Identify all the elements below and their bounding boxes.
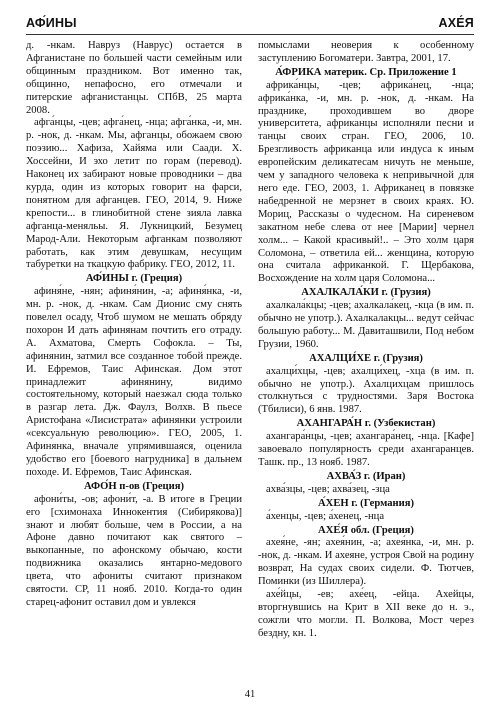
entry-paragraph: помыслами неоверия к особенному заступлению Богоматери. Завтра, 2001, 17. — [258, 40, 474, 64]
entry-paragraph: ахея́не, -ян; ахея́нин, -а; ахея́нка, -и, мн. р. -нок, д. -нкам. И ахеяне, устроя Свой на родину возврат, На судах своих сидели. Ф. Тютчев, Поминки (из Шиллера). — [258, 537, 474, 588]
headword-afon: АФО́Н п-ов (Греция) — [83, 480, 185, 492]
entry-paragraph: д. -нкам. Навруз (Наврус) остается в Афганистане по большей части семейным или общинным праздником. Вот именно так, общинно, непафосно, его отмечали и питерские афганистанцы. СПбВ, 25 марта 2008. — [26, 40, 242, 116]
headword-afiny: АФ́ИНЫ г. (Греция) — [85, 273, 183, 285]
entry-paragraph: ахалкала́кцы; -цев; ахалкала́кец, -кца (в им. п. обычно не употр.). Ахалкалакцы... ведут сейчас большую работу... М. Давиташвили, Под небом Грузии, 1960. — [258, 300, 475, 350]
left-column — [26, 40, 242, 610]
right-column — [258, 40, 474, 641]
entry-paragraph: ахангара́нцы, -цев; ахангара́нец, -нца. [Кафе] завоевало популярность среди ахангаранцев. Ташк. пр., 13 нояб. 1987. — [258, 431, 474, 468]
headword-akhen: А́ХЕН г. (Германия) — [318, 497, 414, 509]
entry-paragraph: ахалци́хцы, -цев; ахалци́хец, -хца (в им. п. обычно не употр.). Ахалцихцам пришлось столкнуться с трудностями. Заря Востока (Тбилиси), 6 янв. 1987. — [258, 365, 474, 416]
entry-paragraph: а́хенцы, -цев; а́хенец, -нца — [266, 510, 385, 522]
entry-paragraph: африка́нцы, -цев; африка́нец, -нца; африка́нка, -и, мн. р. -нок, д. -нкам. На празднике, проходившем во дворе университета, африканцы исполняли песни и танцы своих стран. ГЕО, 2006, 10. Брезгливость африканца или индуса к иным европейским деликатесам ничуть не меньше, чем у западного человека к непривычной для него еде. ГЕО, 2003, 1. Африканец в повязке набедренной не мерзнет в своих краях. Ю. Мориц, Рассказы о чудесном. На сиреневом закатном небе слева от нее [Марии] чернел холм... – Какой красивый!.. – Это холм царя Соломона, – ответила ей... женщина, которую она считала африканкой. Г. Щербакова, Восхождение на холм царя Соломона... — [258, 79, 474, 285]
headword-akhaltsikhe: АХАЛЦИ́ХЕ г. (Грузия) — [309, 352, 423, 364]
entry-paragraph: афиня́не, -нян; афиня́нин, -а; афиня́нка, -и, мн. р. -нок, д. -нкам. Сам Дионис сму снять повелел осаду, Чтоб шумом не мешать обряду похорон И дать афинянам почтить его отраду. А. Ахматова, Смерть Софокла. – Ты, афинянин, затмил все созданное тобой прежде. И. Ефремов, Таис Афинская. Дом этот принадлежит афинянину, видимо состоятельному, который наезжал сюда только в разгар лета. Дж. Фаулз, Волхв. В пьесе Аристофана «Лисистрата» афинянки устроили «сексуальную революцию». ГЕО, 2005, 1. Афинянка, вначале упрямившаяся, оценила удобство его [боевого нагрудника] в дальнем походе. И. Ефремов, Таис Афинская. — [26, 286, 242, 478]
entry-paragraph: ахе́йцы, -ев; ахе́ец, -ейца. Ахейцы, вторгнувшись на Крит в XII веке до н. э., сожгли что могли. П. Волкова, Мост через бездну, кн. 1. — [258, 589, 474, 639]
page-number: 41 — [244, 689, 256, 700]
headword-akhalkalaki: АХАЛКАЛА́КИ г. (Грузия) — [301, 287, 431, 299]
entry-paragraph: афони́ты, -ов; афони́т, -а. В итоге в Греции его [схимонаха Иннокентия (Сибирякова)] знают и любят больше, чем в России, а на Афоне давно почитают как святого – выкопанные, по афонскому обычаю, кости подвижника оказались янтарно-медового цвета, что афониты считают признаком святости. СР, 11 нояб. 2010. Когда-то один старец-афонит оставил дом и увлекся — [26, 493, 242, 608]
running-header — [26, 14, 474, 34]
headword-akheya: АХЕ́Я обл. (Греция) — [318, 524, 414, 536]
headword-akhvaz: АХВА́З г. (Иран) — [326, 470, 406, 482]
header-rule — [26, 34, 474, 35]
header-right-word: АХЕ́Я — [438, 16, 474, 30]
entry-paragraph: афга́нцы, -цев; афга́нец, -нца; афга́нка, -и, мн. р. -нок, д. -нкам. Мы, афганцы, обожаем свою поэзию... Хафиза, Хайяма или Саади. Х. Хоссейни, И эхо летит по горам (перевод). Наконец их забирают новые проводники – два курда, один из которых говорит на фарси, понятном для афганцев. ГЕО, 2014, 9. Ниже крепости... в глинобитной стене зияла лавка афганца-меняльы. Я. Лукницкий, Безумец Марод-Али. Некоторым афганкам позволяют работать, как этим девушкам, несущим табуретки на ткацкую фабрику. ГЕО, 2012, 11. — [26, 117, 242, 271]
entry-paragraph: ахва́зцы, -цев; ахва́зец, -зца — [266, 483, 390, 495]
headword-afrika: А́ФРИКА материк. Ср. Приложение 1 — [275, 66, 457, 78]
headword-akhangaran: АХАНГАРА́Н г. (Узбекистан) — [296, 418, 436, 430]
header-left-word: АФ́ИНЫ — [26, 16, 77, 30]
